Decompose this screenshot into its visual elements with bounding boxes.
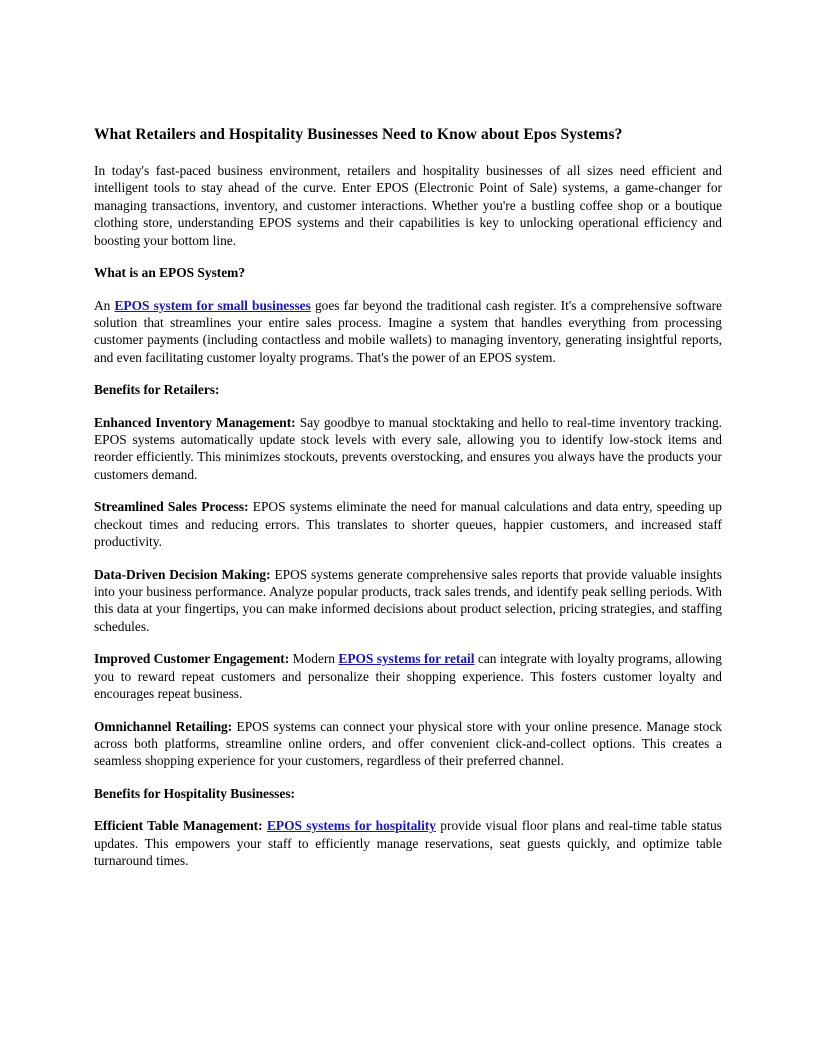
text-fragment: provide visual floor plans and real-time table status updates. This empowers your staff to efficiently manage reservations, seat guests quickly, and optimize table turnaround times. [94,818,723,869]
heading-benefits-hospitality: Benefits for Hospitality Businesses: [94,785,295,801]
paragraph-omnichannel [94,718,722,770]
lead-label: Streamlined Sales Process: [94,499,249,515]
link-epos-small-businesses[interactable]: EPOS system for small businesses [114,297,311,313]
text-fragment: EPOS systems eliminate the need for manual calculations and data entry, speeding up checkout times and reducing errors. This translates to shorter queues, happier customers, and increased staff productivity. [94,499,722,550]
paragraph-table-management [94,817,722,869]
text-fragment: An [94,297,115,313]
text-fragment: EPOS systems generate comprehensive sales reports that provide valuable insights into your business performance. Analyze popular products, track sales trends, and identify peak selling periods. With this data at your fingertips, you can make informed decisions about product selection, pricing strategies, and staffing schedules. [94,566,722,634]
lead-label: Data-Driven Decision Making: [94,566,271,582]
lead-label: Improved Customer Engagement: [94,651,290,667]
paragraph-customer-engagement [94,650,722,702]
link-epos-retail[interactable]: EPOS systems for retail [338,651,475,667]
paragraph-what-is-epos [94,297,722,367]
link-epos-hospitality[interactable]: EPOS systems for hospitality [266,818,436,834]
lead-label: Efficient Table Management: [94,818,263,834]
heading-benefits-retailers: Benefits for Retailers: [94,382,220,398]
text-fragment: goes far beyond the traditional cash register. It's a comprehensive software solution that streamlines your entire sales process. Imagine a system that handles everything from processing customer payments (including contactless and mobile wallets) to managing inventory, generating insightful reports, and even facilitating customer loyalty programs. That's the power of an EPOS system. [94,297,722,365]
text-fragment: Say goodbye to manual stocktaking and hello to real-time inventory tracking. EPOS systems automatically update stock levels with every sale, allowing you to identify low-stock items and reorder efficiently. This minimizes stockouts, prevents overstocking, and ensures you always have the products your customers demand. [94,414,722,482]
intro-paragraph: In today's fast-paced business environment, retailers and hospitality businesses of all sizes need efficient and intelligent tools to stay ahead of the curve. Enter EPOS (Electronic Point of Sale) systems, a game-changer for managing transactions, inventory, and customer interactions. Whether you're a bustling coffee shop or a boutique clothing store, understanding EPOS systems and their capabilities is key to unlocking operational efficiency and boosting your bottom line. [94,163,722,248]
text-fragment: can integrate with loyalty programs, allowing you to reward repeat customers and personalize their shopping experience. This fosters customer loyalty and encourages repeat business. [94,651,722,702]
lead-label: Enhanced Inventory Management: [94,414,296,430]
text-fragment: Modern [289,651,339,667]
heading-what-is-epos: What is an EPOS System? [94,265,246,281]
document-body [94,124,722,885]
page-title: What Retailers and Hospitality Businesses Need to Know about Epos Systems? [94,126,623,143]
paragraph-inventory-management [94,414,722,484]
lead-label: Omnichannel Retailing: [94,718,233,734]
paragraph-data-driven [94,566,722,636]
paragraph-sales-process [94,498,722,550]
text-fragment: EPOS systems can connect your physical store with your online presence. Manage stock across both platforms, streamline online orders, and offer convenient click-and-collect options. This creates a seamless shopping experience for your customers, regardless of their preferred channel. [94,718,722,769]
